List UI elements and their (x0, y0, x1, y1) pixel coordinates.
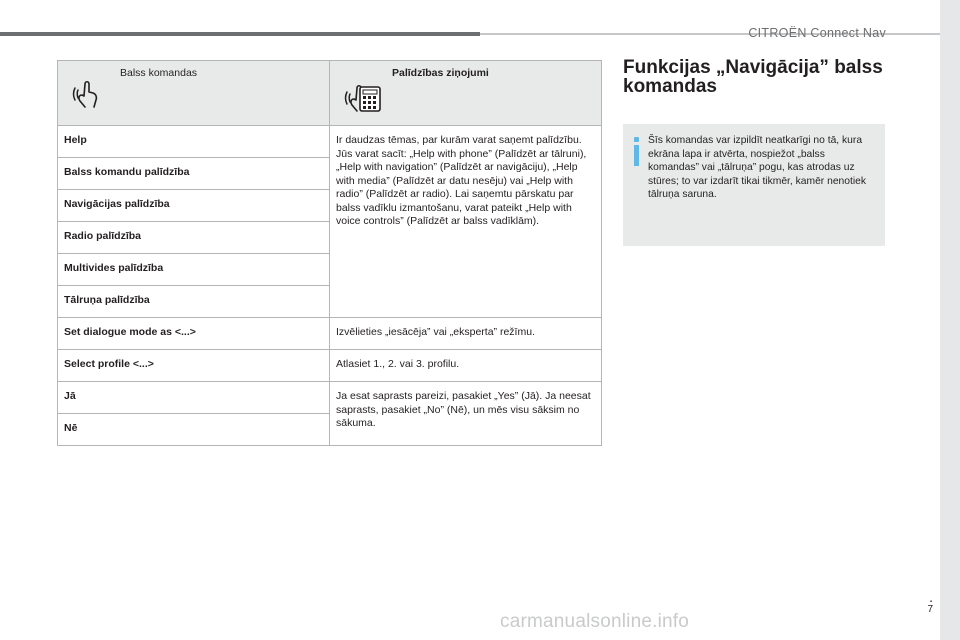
help-description: Ir daudzas tēmas, par kurām varat saņemt palīdzību. Jūs varat sacīt: „Help with phone” (Palīdzēt ar tālruni), „Help with navigation” (Palīdzēt ar navigāciju), „Help with media” (Palīdzēt ar datu nesēju) vai „Help with radio” (Palīdzēt ar radio). Lai saņemtu pārskatu par balss vadīklu izmantošanu, varat pateikt „Help with voice controls” (Palīdzēt ar balss vadīklām). (336, 134, 587, 227)
dialogue-description: Izvēlieties „iesācēja” vai „eksperta” režīmu. (336, 326, 535, 338)
info-box (623, 124, 885, 246)
section-title: Funkcijas „Navigācija” balss komandas (623, 57, 883, 97)
yes-no-description: Ja esat saprasts pareizi, pasakiet „Yes” (Jā). Ja neesat saprasts, pasakiet „No” (Nē), un mēs visu sāksim no sākuma. (336, 390, 591, 429)
voice-commands-table (57, 60, 602, 446)
profile-description: Atlasiet 1., 2. vai 3. profilu. (336, 358, 460, 370)
command-voice-help: Balss komandu palīdzība (64, 166, 190, 178)
voice-command-icon (71, 76, 105, 110)
header-cell-commands (58, 61, 330, 126)
table-row (58, 382, 602, 414)
command-help: Help (64, 134, 87, 146)
command-radio-help: Radio palīdzība (64, 230, 142, 242)
command-no: Nē (64, 422, 78, 434)
col1-header: Balss komandas (120, 67, 198, 79)
page-edge-strip (940, 0, 960, 640)
watermark: carmanualsonline.info (500, 611, 690, 632)
info-text: Šīs komandas var izpildīt neatkarīgi no tā, kura ekrāna lapa ir atvērta, nospiežot „balss komandas” vai „tālruņa” pogu, kas atrodas uz stūres; to var izdarīt tikai tikmēr, kamēr nenotiek tālruņa saruna. (648, 135, 867, 200)
command-yes: Jā (64, 390, 76, 402)
col2-header: Palīdzības ziņojumi (392, 67, 489, 79)
header-title: CITROËN Connect Nav (748, 26, 886, 40)
command-media-help: Multivides palīdzība (64, 262, 164, 274)
page-number: 7 (927, 604, 933, 615)
command-dialogue-mode: Set dialogue mode as <...> (64, 326, 196, 338)
phone-voice-icon (343, 76, 383, 116)
header-rule-dark (0, 32, 480, 36)
command-navigation-help: Navigācijas palīdzība (64, 198, 170, 210)
page-marker: . (929, 589, 933, 605)
header-cell-help (330, 61, 602, 126)
table-row (58, 126, 602, 158)
table-row (58, 318, 602, 350)
command-select-profile: Select profile <...> (64, 358, 154, 370)
command-phone-help: Tālruņa palīdzība (64, 294, 150, 306)
info-icon (634, 137, 639, 167)
table-header-row (58, 61, 602, 126)
table-row (58, 350, 602, 382)
